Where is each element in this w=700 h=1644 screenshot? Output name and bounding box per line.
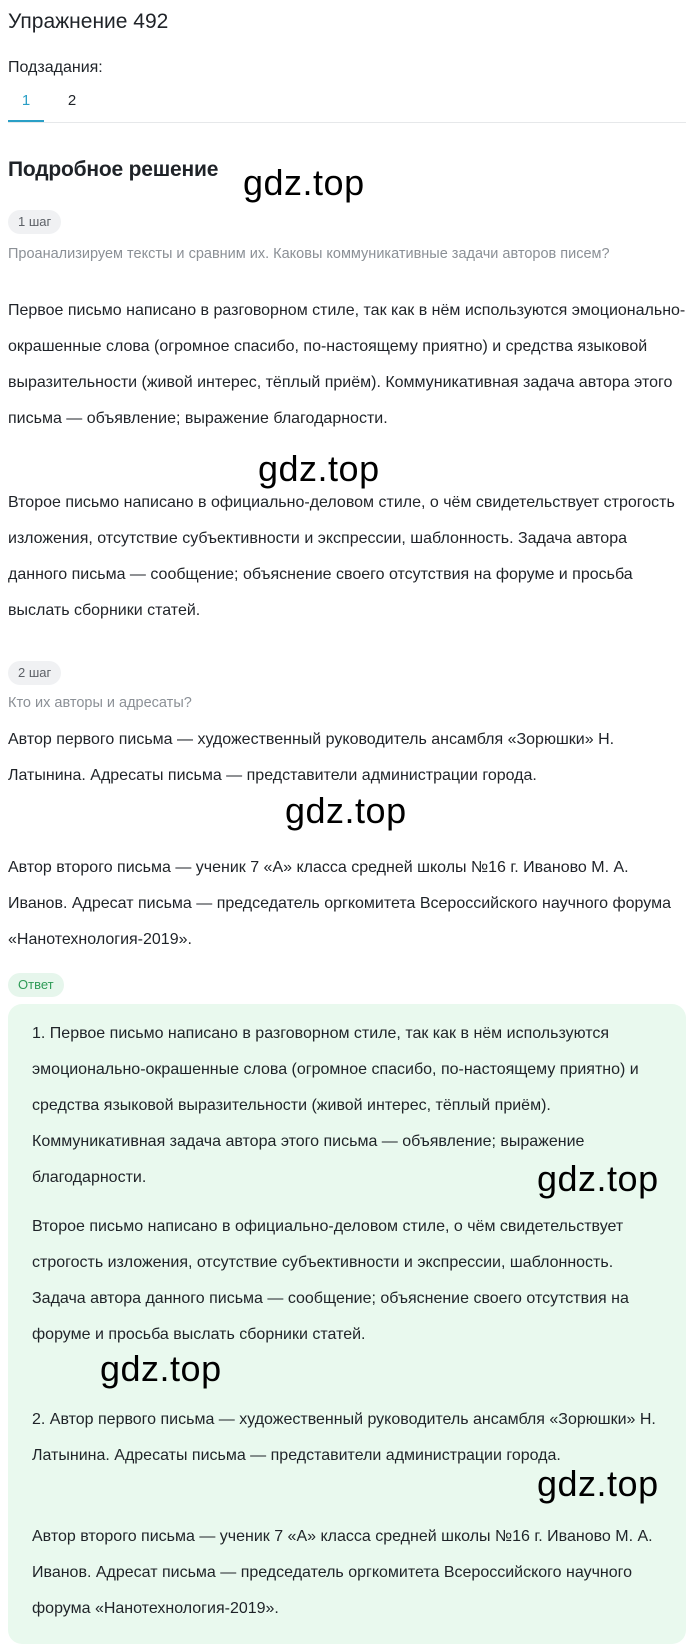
watermark: gdz.top — [100, 1348, 222, 1389]
step-2-paragraph-1: Автор первого письма — художественный руководитель ансамбля «Зорюшки» Н. Латынина. Адресаты письма — представители администрации города. — [8, 731, 615, 784]
step-2-badge: 2 шаг — [8, 661, 61, 685]
answer-paragraph-1: 1. Первое письмо написано в разговорном стиле, так как в нём используются эмоционально-окрашенные слова (огромное спасибо, по-настоящему приятно) и средства языковой выразительности (живой интерес, тёплый приём). Коммуникативная задача автора этого письма — объявление; выражение благодарности. — [32, 1025, 639, 1186]
page-title: Упражнение 492 — [8, 10, 169, 33]
step-2-paragraph-2: Автор второго письма — ученик 7 «А» класса средней школы №16 г. Иваново М. А. Иванов. Адресат письма — председатель оргкомитета Всероссийского научного форума «Нанотехнология-2019». — [8, 859, 671, 948]
step-1-paragraph-2: Второе письмо написано в официально-деловом стиле, о чём свидетельствует строгость изложения, отсутствие субъективности и экспрессии, шаблонность. Задача автора данного письма — сообщение; объяснение своего отсутствия на форуме и просьба выслать сборники статей. — [8, 494, 675, 619]
step-1-badge: 1 шаг — [8, 210, 61, 234]
answer-box — [8, 1004, 686, 1644]
watermark: gdz.top — [537, 1463, 659, 1504]
step-1-paragraph-1: Первое письмо написано в разговорном стиле, так как в нём используются эмоционально-окрашенные слова (огромное спасибо, по-настоящему приятно) и средства языковой выразительности (живой интерес, тёплый приём). Коммуникативная задача автора этого письма — объявление; выражение благодарности. — [8, 302, 686, 427]
subtasks-label: Подзадания: — [8, 59, 103, 76]
tab-subtask-2[interactable]: 2 — [67, 92, 77, 109]
solution-title: Подробное решение — [8, 158, 219, 181]
answer-paragraph-4: Автор второго письма — ученик 7 «А» класса средней школы №16 г. Иваново М. А. Иванов. Адресат письма — председатель оргкомитета Всероссийского научного форума «Нанотехнология-2019». — [32, 1528, 653, 1617]
subtask-tabs — [8, 90, 686, 123]
answer-paragraph-3: 2. Автор первого письма — художественный руководитель ансамбля «Зорюшки» Н. Латынина. Адресаты письма — представители администрации города. — [32, 1411, 656, 1464]
watermark: gdz.top — [537, 1158, 659, 1199]
watermark: gdz.top — [285, 790, 407, 831]
tab-subtask-1[interactable]: 1 — [8, 90, 44, 122]
answer-badge: Ответ — [8, 973, 64, 997]
step-1-question: Проанализируем тексты и сравним их. Каковы коммуникативные задачи авторов писем? — [8, 246, 610, 262]
watermark: gdz.top — [258, 448, 380, 489]
step-2-question: Кто их авторы и адресаты? — [8, 695, 192, 711]
answer-paragraph-2: Второе письмо написано в официально-деловом стиле, о чём свидетельствует строгость изложения, отсутствие субъективности и экспрессии, шаблонность. Задача автора данного письма — сообщение; объяснение своего отсутствия на форуме и просьба выслать сборники статей. — [32, 1218, 629, 1343]
watermark: gdz.top — [243, 162, 365, 203]
